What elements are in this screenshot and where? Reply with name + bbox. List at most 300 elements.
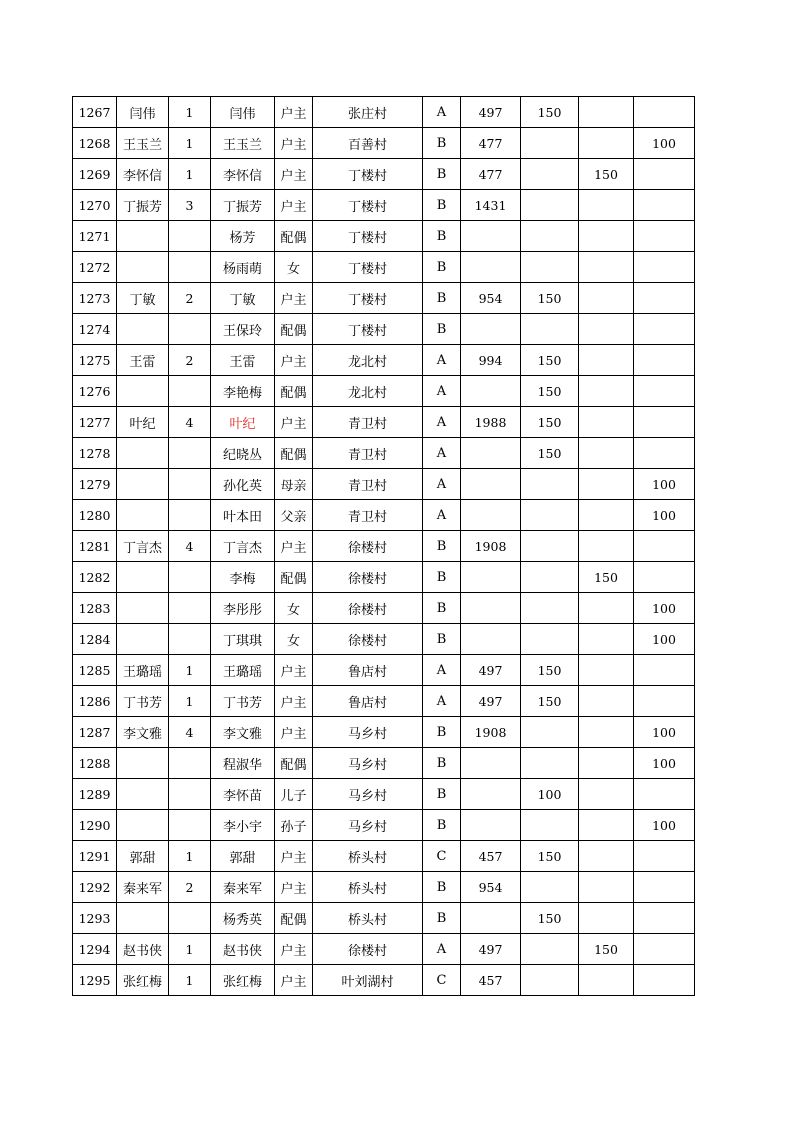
amount-cell bbox=[461, 438, 521, 469]
village-cell: 丁楼村 bbox=[313, 283, 423, 314]
household-head-cell: 叶纪 bbox=[117, 407, 169, 438]
subsidy-col2-cell bbox=[579, 252, 634, 283]
grade-cell: A bbox=[423, 469, 461, 500]
amount-cell bbox=[461, 376, 521, 407]
subsidy-col3-cell bbox=[634, 779, 695, 810]
member-name-cell: 程淑华 bbox=[211, 748, 275, 779]
household-size-cell bbox=[169, 376, 211, 407]
relation-cell: 孙子 bbox=[275, 810, 313, 841]
relation-cell: 女 bbox=[275, 252, 313, 283]
subsidy-col2-cell bbox=[579, 376, 634, 407]
village-cell: 丁楼村 bbox=[313, 314, 423, 345]
household-size-cell bbox=[169, 779, 211, 810]
household-head-cell: 丁敏 bbox=[117, 283, 169, 314]
village-cell: 马乡村 bbox=[313, 810, 423, 841]
member-name-cell: 杨秀英 bbox=[211, 903, 275, 934]
household-size-cell: 1 bbox=[169, 965, 211, 996]
household-size-cell bbox=[169, 748, 211, 779]
subsidy-col3-cell bbox=[634, 376, 695, 407]
subsidy-col3-cell bbox=[634, 903, 695, 934]
relation-cell: 配偶 bbox=[275, 562, 313, 593]
row-number-cell: 1276 bbox=[73, 376, 117, 407]
amount-cell bbox=[461, 500, 521, 531]
village-cell: 青卫村 bbox=[313, 500, 423, 531]
household-size-cell bbox=[169, 500, 211, 531]
household-table bbox=[72, 96, 695, 996]
village-cell: 青卫村 bbox=[313, 469, 423, 500]
subsidy-col1-cell bbox=[521, 810, 579, 841]
subsidy-col1-cell: 150 bbox=[521, 97, 579, 128]
amount-cell bbox=[461, 221, 521, 252]
member-name-cell: 秦来军 bbox=[211, 872, 275, 903]
subsidy-col1-cell bbox=[521, 314, 579, 345]
grade-cell: C bbox=[423, 841, 461, 872]
grade-cell: B bbox=[423, 717, 461, 748]
subsidy-col2-cell: 150 bbox=[579, 934, 634, 965]
household-size-cell: 4 bbox=[169, 407, 211, 438]
table-row bbox=[73, 376, 695, 407]
table-row bbox=[73, 159, 695, 190]
amount-cell: 457 bbox=[461, 965, 521, 996]
village-cell: 马乡村 bbox=[313, 717, 423, 748]
row-number-cell: 1295 bbox=[73, 965, 117, 996]
subsidy-col3-cell bbox=[634, 190, 695, 221]
grade-cell: A bbox=[423, 655, 461, 686]
table-row bbox=[73, 965, 695, 996]
household-size-cell bbox=[169, 810, 211, 841]
grade-cell: B bbox=[423, 903, 461, 934]
relation-cell: 父亲 bbox=[275, 500, 313, 531]
subsidy-col3-cell bbox=[634, 252, 695, 283]
village-cell: 张庄村 bbox=[313, 97, 423, 128]
subsidy-col2-cell bbox=[579, 686, 634, 717]
village-cell: 百善村 bbox=[313, 128, 423, 159]
relation-cell: 户主 bbox=[275, 128, 313, 159]
relation-cell: 配偶 bbox=[275, 748, 313, 779]
village-cell: 龙北村 bbox=[313, 345, 423, 376]
grade-cell: B bbox=[423, 810, 461, 841]
amount-cell bbox=[461, 252, 521, 283]
grade-cell: B bbox=[423, 531, 461, 562]
household-size-cell: 4 bbox=[169, 531, 211, 562]
amount-cell: 457 bbox=[461, 841, 521, 872]
member-name-cell: 李小宇 bbox=[211, 810, 275, 841]
subsidy-col2-cell: 150 bbox=[579, 159, 634, 190]
village-cell: 桥头村 bbox=[313, 903, 423, 934]
table-row bbox=[73, 655, 695, 686]
relation-cell: 户主 bbox=[275, 841, 313, 872]
household-size-cell bbox=[169, 438, 211, 469]
member-name-cell: 纪晓丛 bbox=[211, 438, 275, 469]
row-number-cell: 1289 bbox=[73, 779, 117, 810]
household-head-cell: 李文雅 bbox=[117, 717, 169, 748]
household-size-cell bbox=[169, 562, 211, 593]
subsidy-col1-cell bbox=[521, 190, 579, 221]
subsidy-col2-cell bbox=[579, 810, 634, 841]
subsidy-col2-cell bbox=[579, 903, 634, 934]
subsidy-col1-cell bbox=[521, 252, 579, 283]
household-size-cell: 1 bbox=[169, 686, 211, 717]
amount-cell bbox=[461, 624, 521, 655]
relation-cell: 配偶 bbox=[275, 314, 313, 345]
subsidy-col2-cell bbox=[579, 655, 634, 686]
subsidy-col2-cell bbox=[579, 221, 634, 252]
member-name-cell: 王保玲 bbox=[211, 314, 275, 345]
subsidy-col2-cell bbox=[579, 531, 634, 562]
grade-cell: A bbox=[423, 686, 461, 717]
subsidy-col1-cell bbox=[521, 531, 579, 562]
household-head-cell bbox=[117, 562, 169, 593]
village-cell: 徐楼村 bbox=[313, 934, 423, 965]
member-name-cell: 赵书侠 bbox=[211, 934, 275, 965]
amount-cell: 954 bbox=[461, 283, 521, 314]
table-row bbox=[73, 903, 695, 934]
subsidy-col1-cell bbox=[521, 500, 579, 531]
amount-cell bbox=[461, 903, 521, 934]
subsidy-col2-cell bbox=[579, 128, 634, 159]
grade-cell: B bbox=[423, 159, 461, 190]
household-size-cell: 2 bbox=[169, 872, 211, 903]
subsidy-col3-cell bbox=[634, 283, 695, 314]
subsidy-col3-cell bbox=[634, 686, 695, 717]
row-number-cell: 1273 bbox=[73, 283, 117, 314]
subsidy-col2-cell bbox=[579, 500, 634, 531]
household-head-cell bbox=[117, 748, 169, 779]
table-row bbox=[73, 624, 695, 655]
row-number-cell: 1268 bbox=[73, 128, 117, 159]
grade-cell: A bbox=[423, 500, 461, 531]
table-row bbox=[73, 717, 695, 748]
member-name-cell: 孙化英 bbox=[211, 469, 275, 500]
relation-cell: 户主 bbox=[275, 190, 313, 221]
table-row bbox=[73, 593, 695, 624]
subsidy-col1-cell: 150 bbox=[521, 686, 579, 717]
table-row bbox=[73, 531, 695, 562]
table-row bbox=[73, 686, 695, 717]
household-head-cell: 丁书芳 bbox=[117, 686, 169, 717]
subsidy-col1-cell bbox=[521, 934, 579, 965]
relation-cell: 户主 bbox=[275, 159, 313, 190]
household-size-cell bbox=[169, 221, 211, 252]
village-cell: 龙北村 bbox=[313, 376, 423, 407]
relation-cell: 户主 bbox=[275, 283, 313, 314]
grade-cell: B bbox=[423, 562, 461, 593]
household-size-cell: 1 bbox=[169, 159, 211, 190]
relation-cell: 户主 bbox=[275, 717, 313, 748]
amount-cell bbox=[461, 469, 521, 500]
relation-cell: 户主 bbox=[275, 531, 313, 562]
amount-cell bbox=[461, 810, 521, 841]
subsidy-col3-cell bbox=[634, 655, 695, 686]
relation-cell: 女 bbox=[275, 593, 313, 624]
table-row bbox=[73, 500, 695, 531]
household-head-cell: 王玉兰 bbox=[117, 128, 169, 159]
row-number-cell: 1290 bbox=[73, 810, 117, 841]
subsidy-col2-cell bbox=[579, 345, 634, 376]
household-head-cell: 闫伟 bbox=[117, 97, 169, 128]
row-number-cell: 1287 bbox=[73, 717, 117, 748]
grade-cell: B bbox=[423, 128, 461, 159]
row-number-cell: 1278 bbox=[73, 438, 117, 469]
row-number-cell: 1274 bbox=[73, 314, 117, 345]
village-cell: 马乡村 bbox=[313, 748, 423, 779]
row-number-cell: 1292 bbox=[73, 872, 117, 903]
subsidy-col3-cell bbox=[634, 97, 695, 128]
subsidy-col3-cell bbox=[634, 159, 695, 190]
amount-cell: 1908 bbox=[461, 717, 521, 748]
row-number-cell: 1279 bbox=[73, 469, 117, 500]
amount-cell: 1431 bbox=[461, 190, 521, 221]
amount-cell bbox=[461, 593, 521, 624]
village-cell: 徐楼村 bbox=[313, 562, 423, 593]
grade-cell: A bbox=[423, 407, 461, 438]
household-size-cell bbox=[169, 252, 211, 283]
household-head-cell: 丁振芳 bbox=[117, 190, 169, 221]
amount-cell: 477 bbox=[461, 159, 521, 190]
subsidy-col1-cell bbox=[521, 469, 579, 500]
household-size-cell: 1 bbox=[169, 934, 211, 965]
subsidy-col2-cell bbox=[579, 190, 634, 221]
grade-cell: A bbox=[423, 438, 461, 469]
grade-cell: B bbox=[423, 779, 461, 810]
subsidy-col1-cell bbox=[521, 159, 579, 190]
row-number-cell: 1281 bbox=[73, 531, 117, 562]
table-row bbox=[73, 562, 695, 593]
household-head-cell: 王璐瑶 bbox=[117, 655, 169, 686]
table-row bbox=[73, 934, 695, 965]
table-row bbox=[73, 779, 695, 810]
row-number-cell: 1280 bbox=[73, 500, 117, 531]
table-row bbox=[73, 190, 695, 221]
table-row bbox=[73, 469, 695, 500]
subsidy-col2-cell bbox=[579, 965, 634, 996]
table-row bbox=[73, 345, 695, 376]
member-name-cell: 丁琪琪 bbox=[211, 624, 275, 655]
subsidy-col2-cell bbox=[579, 717, 634, 748]
subsidy-col1-cell: 150 bbox=[521, 903, 579, 934]
subsidy-col1-cell bbox=[521, 748, 579, 779]
subsidy-col2-cell bbox=[579, 97, 634, 128]
member-name-cell: 闫伟 bbox=[211, 97, 275, 128]
member-name-cell: 李文雅 bbox=[211, 717, 275, 748]
subsidy-col3-cell: 100 bbox=[634, 810, 695, 841]
row-number-cell: 1286 bbox=[73, 686, 117, 717]
table-row bbox=[73, 748, 695, 779]
row-number-cell: 1285 bbox=[73, 655, 117, 686]
member-name-cell: 李彤彤 bbox=[211, 593, 275, 624]
member-name-cell: 李艳梅 bbox=[211, 376, 275, 407]
member-name-cell: 王玉兰 bbox=[211, 128, 275, 159]
subsidy-col3-cell: 100 bbox=[634, 624, 695, 655]
village-cell: 叶刘湖村 bbox=[313, 965, 423, 996]
member-name-cell: 丁言杰 bbox=[211, 531, 275, 562]
grade-cell: B bbox=[423, 748, 461, 779]
member-name-cell: 丁敏 bbox=[211, 283, 275, 314]
grade-cell: B bbox=[423, 190, 461, 221]
household-head-cell bbox=[117, 469, 169, 500]
grade-cell: A bbox=[423, 376, 461, 407]
household-head-cell bbox=[117, 438, 169, 469]
table-body bbox=[73, 97, 695, 996]
household-head-cell: 丁言杰 bbox=[117, 531, 169, 562]
village-cell: 徐楼村 bbox=[313, 593, 423, 624]
village-cell: 鲁店村 bbox=[313, 655, 423, 686]
household-head-cell: 赵书侠 bbox=[117, 934, 169, 965]
member-name-cell: 王雷 bbox=[211, 345, 275, 376]
subsidy-col2-cell bbox=[579, 314, 634, 345]
amount-cell bbox=[461, 314, 521, 345]
household-head-cell bbox=[117, 314, 169, 345]
subsidy-col2-cell: 150 bbox=[579, 562, 634, 593]
subsidy-col2-cell bbox=[579, 872, 634, 903]
subsidy-col2-cell bbox=[579, 748, 634, 779]
row-number-cell: 1293 bbox=[73, 903, 117, 934]
relation-cell: 配偶 bbox=[275, 376, 313, 407]
member-name-cell: 杨芳 bbox=[211, 221, 275, 252]
relation-cell: 配偶 bbox=[275, 903, 313, 934]
subsidy-col3-cell bbox=[634, 934, 695, 965]
household-head-cell: 郭甜 bbox=[117, 841, 169, 872]
grade-cell: B bbox=[423, 314, 461, 345]
amount-cell bbox=[461, 562, 521, 593]
grade-cell: B bbox=[423, 221, 461, 252]
amount-cell: 497 bbox=[461, 655, 521, 686]
subsidy-col3-cell bbox=[634, 345, 695, 376]
subsidy-col2-cell bbox=[579, 438, 634, 469]
subsidy-col3-cell: 100 bbox=[634, 469, 695, 500]
relation-cell: 户主 bbox=[275, 934, 313, 965]
relation-cell: 户主 bbox=[275, 97, 313, 128]
amount-cell: 497 bbox=[461, 934, 521, 965]
table-row bbox=[73, 128, 695, 159]
relation-cell: 女 bbox=[275, 624, 313, 655]
subsidy-col3-cell: 100 bbox=[634, 748, 695, 779]
village-cell: 鲁店村 bbox=[313, 686, 423, 717]
village-cell: 青卫村 bbox=[313, 438, 423, 469]
subsidy-col2-cell bbox=[579, 593, 634, 624]
amount-cell: 1908 bbox=[461, 531, 521, 562]
row-number-cell: 1288 bbox=[73, 748, 117, 779]
household-head-cell bbox=[117, 221, 169, 252]
subsidy-col3-cell bbox=[634, 531, 695, 562]
village-cell: 丁楼村 bbox=[313, 252, 423, 283]
household-head-cell bbox=[117, 252, 169, 283]
subsidy-col1-cell: 150 bbox=[521, 438, 579, 469]
member-name-cell: 李怀信 bbox=[211, 159, 275, 190]
subsidy-col1-cell: 150 bbox=[521, 655, 579, 686]
relation-cell: 户主 bbox=[275, 345, 313, 376]
table-row bbox=[73, 872, 695, 903]
relation-cell: 儿子 bbox=[275, 779, 313, 810]
household-head-cell: 秦来军 bbox=[117, 872, 169, 903]
relation-cell: 配偶 bbox=[275, 438, 313, 469]
subsidy-col1-cell: 150 bbox=[521, 841, 579, 872]
subsidy-col1-cell bbox=[521, 872, 579, 903]
subsidy-col3-cell bbox=[634, 872, 695, 903]
row-number-cell: 1272 bbox=[73, 252, 117, 283]
amount-cell bbox=[461, 779, 521, 810]
member-name-cell: 丁振芳 bbox=[211, 190, 275, 221]
subsidy-col1-cell: 150 bbox=[521, 376, 579, 407]
household-size-cell bbox=[169, 314, 211, 345]
member-name-cell: 郭甜 bbox=[211, 841, 275, 872]
row-number-cell: 1283 bbox=[73, 593, 117, 624]
household-head-cell bbox=[117, 593, 169, 624]
household-size-cell bbox=[169, 903, 211, 934]
subsidy-col3-cell bbox=[634, 407, 695, 438]
subsidy-col3-cell: 100 bbox=[634, 128, 695, 159]
subsidy-col2-cell bbox=[579, 779, 634, 810]
subsidy-col1-cell bbox=[521, 717, 579, 748]
grade-cell: B bbox=[423, 593, 461, 624]
table-row bbox=[73, 283, 695, 314]
member-name-cell: 丁书芳 bbox=[211, 686, 275, 717]
member-name-cell: 张红梅 bbox=[211, 965, 275, 996]
village-cell: 丁楼村 bbox=[313, 221, 423, 252]
household-size-cell: 3 bbox=[169, 190, 211, 221]
amount-cell: 954 bbox=[461, 872, 521, 903]
relation-cell: 户主 bbox=[275, 872, 313, 903]
relation-cell: 户主 bbox=[275, 655, 313, 686]
amount-cell: 497 bbox=[461, 97, 521, 128]
grade-cell: A bbox=[423, 97, 461, 128]
subsidy-col3-cell bbox=[634, 562, 695, 593]
table-row bbox=[73, 438, 695, 469]
household-size-cell: 2 bbox=[169, 345, 211, 376]
amount-cell: 477 bbox=[461, 128, 521, 159]
village-cell: 桥头村 bbox=[313, 841, 423, 872]
table-row bbox=[73, 407, 695, 438]
household-size-cell: 1 bbox=[169, 97, 211, 128]
relation-cell: 母亲 bbox=[275, 469, 313, 500]
grade-cell: A bbox=[423, 934, 461, 965]
household-head-cell bbox=[117, 810, 169, 841]
grade-cell: B bbox=[423, 872, 461, 903]
village-cell: 丁楼村 bbox=[313, 159, 423, 190]
subsidy-col1-cell bbox=[521, 593, 579, 624]
household-size-cell: 1 bbox=[169, 655, 211, 686]
subsidy-col1-cell: 150 bbox=[521, 345, 579, 376]
village-cell: 桥头村 bbox=[313, 872, 423, 903]
household-size-cell: 4 bbox=[169, 717, 211, 748]
row-number-cell: 1282 bbox=[73, 562, 117, 593]
grade-cell: A bbox=[423, 345, 461, 376]
village-cell: 马乡村 bbox=[313, 779, 423, 810]
subsidy-col1-cell: 100 bbox=[521, 779, 579, 810]
subsidy-col2-cell bbox=[579, 469, 634, 500]
village-cell: 徐楼村 bbox=[313, 624, 423, 655]
household-size-cell: 1 bbox=[169, 128, 211, 159]
village-cell: 丁楼村 bbox=[313, 190, 423, 221]
subsidy-col2-cell bbox=[579, 624, 634, 655]
amount-cell bbox=[461, 748, 521, 779]
village-cell: 青卫村 bbox=[313, 407, 423, 438]
household-head-cell bbox=[117, 903, 169, 934]
subsidy-col1-cell: 150 bbox=[521, 283, 579, 314]
amount-cell: 1988 bbox=[461, 407, 521, 438]
table-row bbox=[73, 97, 695, 128]
amount-cell: 497 bbox=[461, 686, 521, 717]
member-name-cell: 王璐瑶 bbox=[211, 655, 275, 686]
household-size-cell: 2 bbox=[169, 283, 211, 314]
relation-cell: 户主 bbox=[275, 407, 313, 438]
grade-cell: B bbox=[423, 283, 461, 314]
row-number-cell: 1267 bbox=[73, 97, 117, 128]
table-row bbox=[73, 314, 695, 345]
member-name-cell: 叶纪 bbox=[211, 407, 275, 438]
subsidy-col1-cell bbox=[521, 562, 579, 593]
member-name-cell: 杨雨萌 bbox=[211, 252, 275, 283]
